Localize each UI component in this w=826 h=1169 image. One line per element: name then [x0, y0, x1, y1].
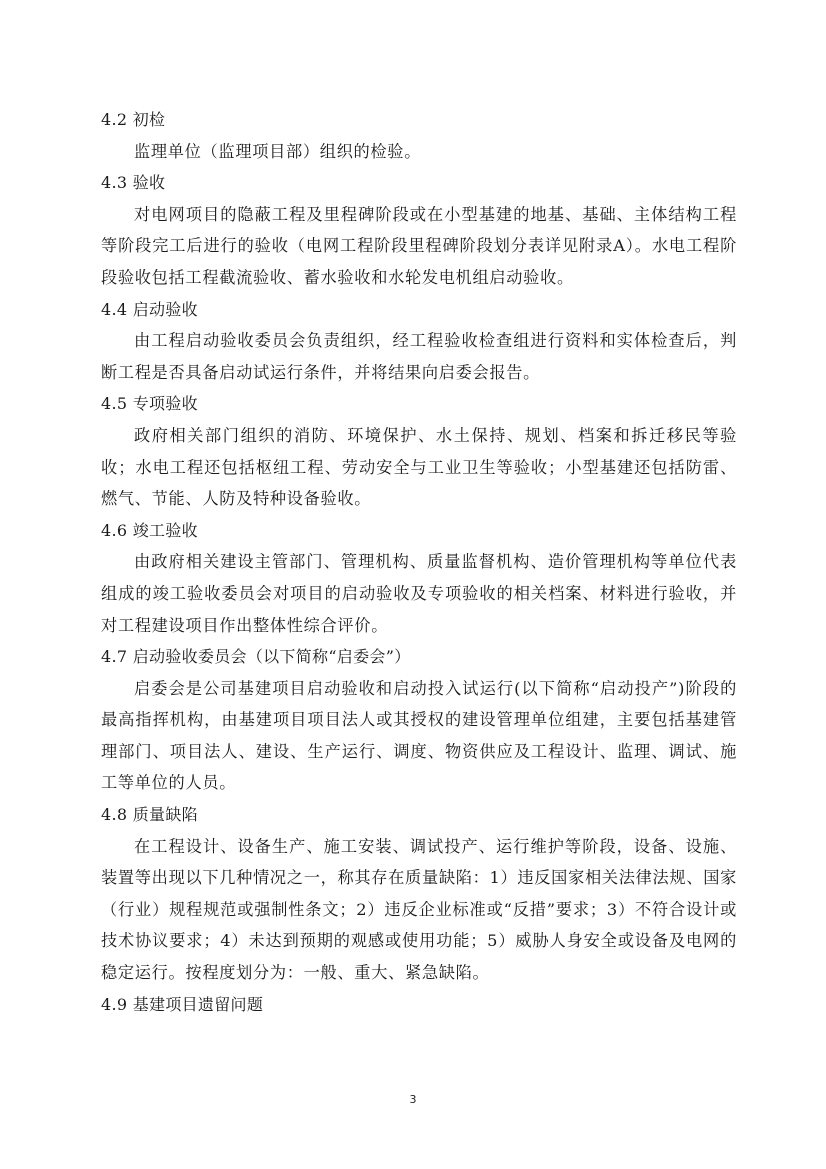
section-4-7	[101, 641, 737, 799]
section-heading: 4.2 初检	[101, 110, 166, 129]
section-4-2	[101, 104, 737, 167]
section-body: 政府相关部门组织的消防、环境保护、水土保持、规划、档案和拆迁移民等验收；水电工程还包括枢纽工程、劳动安全与工业卫生等验收；小型基建还包括防雷、燃气、节能、人防及特种设备验收。	[101, 425, 737, 509]
section-body: 由工程启动验收委员会负责组织，经工程验收检查组进行资料和实体检查后，判断工程是否具备启动试运行条件，并将结果向启委会报告。	[101, 331, 737, 382]
page-number: 3	[409, 1093, 417, 1106]
section-4-3	[101, 167, 737, 293]
section-body: 在工程设计、设备生产、施工安装、调试投产、运行维护等阶段，设备、设施、装置等出现以下几种情况之一，称其存在质量缺陷：1）违反国家相关法律法规、国家（行业）规程规范或强制性条文；2）违反企业标准或“反措”要求；3）不符合设计或技术协议要求；4）未达到预期的观感或使用功能；5）威胁人身安全或设备及电网的稳定运行。按程度划分为：一般、重大、紧急缺陷。	[101, 836, 737, 983]
section-heading: 4.8 质量缺陷	[101, 805, 198, 825]
section-heading: 4.3 验收	[101, 173, 166, 193]
section-body: 对电网项目的隐蔽工程及里程碑阶段或在小型基建的地基、基础、主体结构工程等阶段完工后进行的验收（电网工程阶段里程碑阶段划分表详见附录A）。水电工程阶段验收包括工程截流验收、蓄水验收和水轮发电机组启动验收。	[101, 204, 737, 287]
section-heading: 4.6 竣工验收	[101, 520, 198, 540]
section-body: 由政府相关建设主管部门、管理机构、质量监督机构、造价管理机构等单位代表组成的竣工验收委员会对项目的启动验收及专项验收的相关档案、材料进行验收，并对工程建设项目作出整体性综合评价。	[101, 552, 737, 635]
section-4-6	[101, 515, 737, 641]
page-content	[101, 104, 737, 1020]
section-heading: 4.7 启动验收委员会（以下简称“启委会”）	[101, 647, 411, 667]
section-body: 监理单位（监理项目部）组织的检验。	[134, 141, 422, 161]
section-4-8	[101, 799, 737, 989]
section-heading: 4.9 基建项目遗留问题	[101, 994, 264, 1014]
section-body: 启委会是公司基建项目启动验收和启动投入试运行(以下简称“启动投产”)阶段的最高指挥机构，由基建项目项目法人或其授权的建设管理单位组建，主要包括基建管理部门、项目法人、建设、生产运行、调度、物资供应及工程设计、监理、调试、施工等单位的人员。	[101, 678, 737, 793]
section-4-5	[101, 388, 737, 514]
section-heading: 4.5 专项验收	[101, 394, 198, 414]
section-4-9	[101, 989, 737, 1021]
section-heading: 4.4 启动验收	[101, 299, 198, 319]
section-4-4	[101, 294, 737, 389]
